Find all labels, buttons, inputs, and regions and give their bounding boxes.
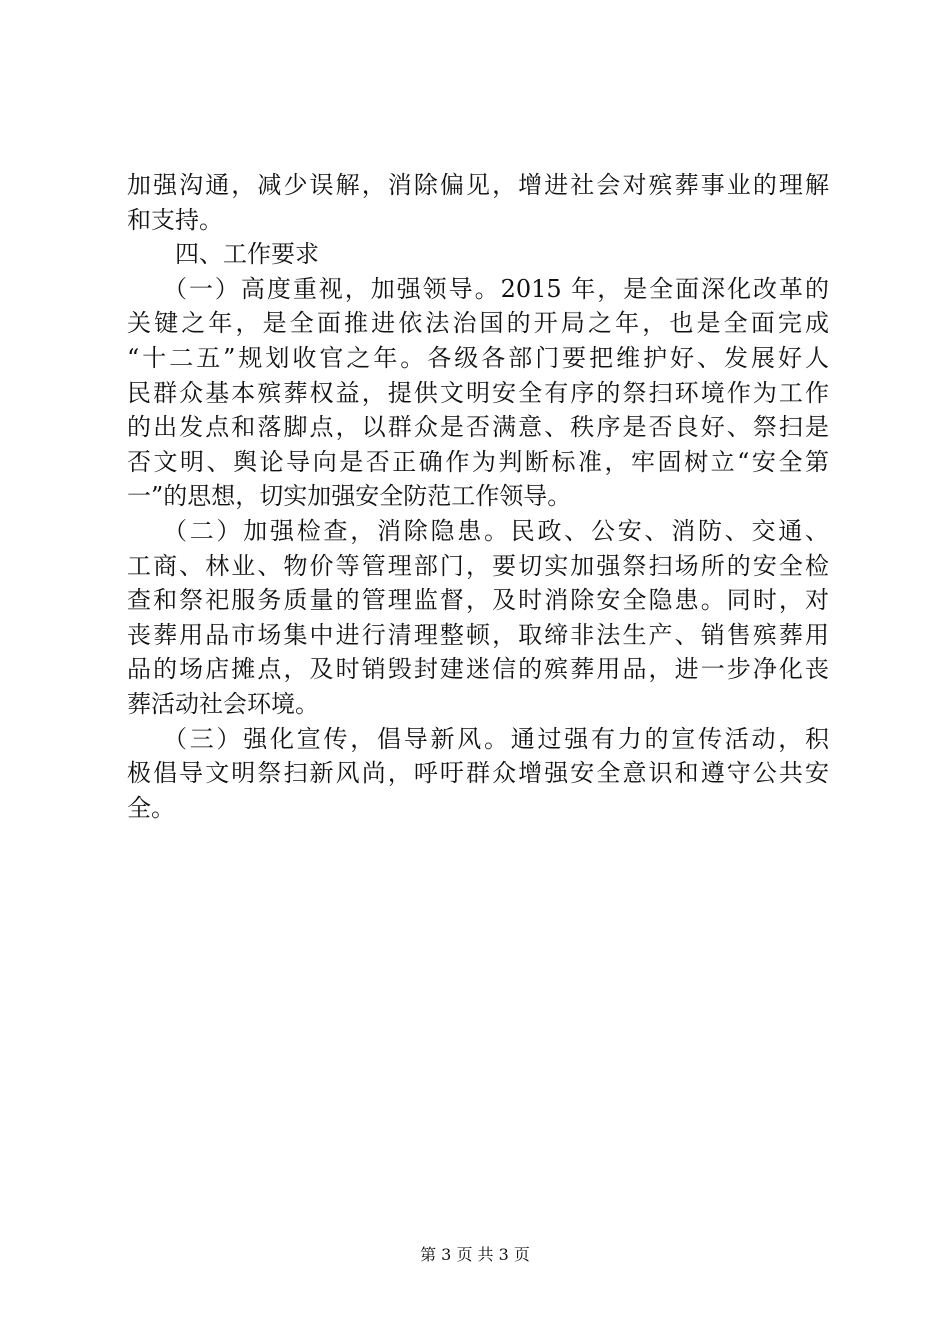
text-line: 关键之年，是全面推进依法治国的开局之年，也是全面完成 (127, 309, 829, 338)
text-line: 和支持。 (127, 205, 223, 234)
page-number-footer: 第 3 页 共 3 页 (420, 1245, 530, 1264)
text-line: 加强沟通，减少误解，消除偏见，增进社会对殡葬事业的理解 (127, 171, 829, 199)
text-line: “十二五”规划收官之年。各级各部门要把维护好、发展好人 (127, 343, 829, 372)
text-line: 查和祭祀服务质量的管理监督，及时消除安全隐患。同时，对 (127, 586, 829, 615)
text-line: 丧葬用品市场集中进行清理整顿，取缔非法生产、销售殡葬用 (127, 620, 829, 649)
text-line: （一）高度重视，加强领导。2015 年，是全面深化改革的 (163, 274, 829, 303)
text-line: （二）加强检查，消除隐患。民政、公安、消防、交通、 (163, 516, 829, 545)
text-line: 否文明、舆论导向是否正确作为判断标准，牢固树立“安全第 (127, 447, 829, 476)
text-line: （三）强化宣传，倡导新风。通过强有力的宣传活动，积 (163, 724, 829, 753)
text-line: 工商、林业、物价等管理部门，要切实加强祭扫场所的安全检 (127, 551, 829, 580)
text-line: 极倡导文明祭扫新风尚，呼吁群众增强安全意识和遵守公共安 (127, 759, 829, 788)
text-line: 葬活动社会环境。 (127, 689, 319, 718)
text-line: 全。 (127, 793, 175, 822)
document-body (127, 168, 829, 825)
text-line: 的出发点和落脚点，以群众是否满意、秩序是否良好、祭扫是 (127, 413, 829, 442)
text-line: 品的场店摊点，及时销毁封建迷信的殡葬用品，进一步净化丧 (127, 655, 829, 684)
text-line: 一”的思想，切实加强安全防范工作领导。 (127, 482, 572, 511)
section-heading: 四、工作要求 (175, 240, 319, 269)
text-line: 民群众基本殡葬权益，提供文明安全有序的祭扫环境作为工作 (127, 378, 829, 407)
